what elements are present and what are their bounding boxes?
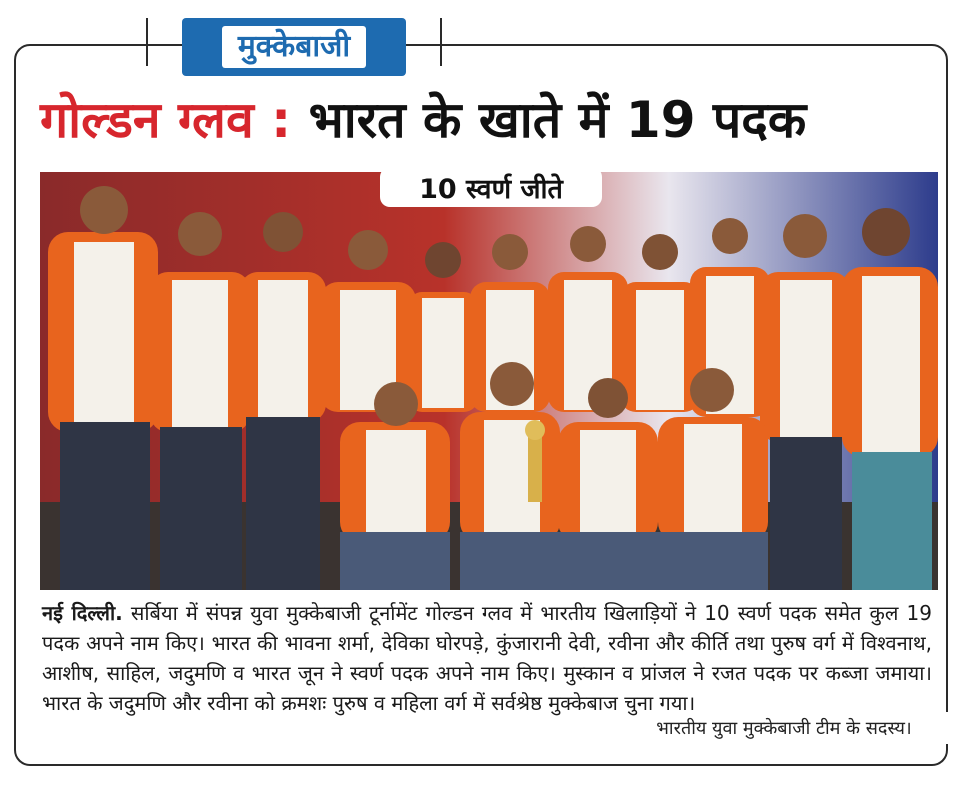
header-divider-right	[440, 18, 442, 66]
subheadline: 10 स्वर्ण जीते	[380, 167, 602, 207]
team-photo-illustration	[40, 172, 938, 590]
article-text: सर्बिया में संपन्न युवा मुक्केबाजी टूर्नामेंट गोल्डन ग्लव में भारतीय खिलाड़ियों ने 10 स्वर्ण पदक समेत कुल 19 पदक अपने नाम किए। भारत की भावना शर्मा, देविका घोरपड़े, कुंजारानी देवी, रवीना और कीर्ति तथा पुरुष वर्ग में विश्वनाथ, आशीष, साहिल, जदुमणि व भारत जून ने स्वर्ण पदक अपने नाम किए। मुस्कान व प्रांजल ने रजत पदक पर कब्जा जमाया। भारत के जदुमणि और रवीना को क्रमशः पुरुष व महिला वर्ग में सर्वश्रेष्ठ मुक्केबाज चुना गया।	[42, 601, 932, 715]
article-body	[42, 598, 932, 718]
headline-main: भारत के खाते में 19 पदक	[291, 91, 807, 149]
headline	[40, 88, 940, 152]
header-divider-left	[146, 18, 148, 66]
section-tag-label: मुक्केबाजी	[222, 26, 366, 68]
photo-caption: भारतीय युवा मुक्केबाजी टीम के सदस्य।	[608, 712, 960, 744]
dateline: नई दिल्ली.	[42, 601, 123, 625]
section-tag	[182, 18, 406, 76]
headline-highlight: गोल्डन ग्लव :	[40, 91, 292, 149]
